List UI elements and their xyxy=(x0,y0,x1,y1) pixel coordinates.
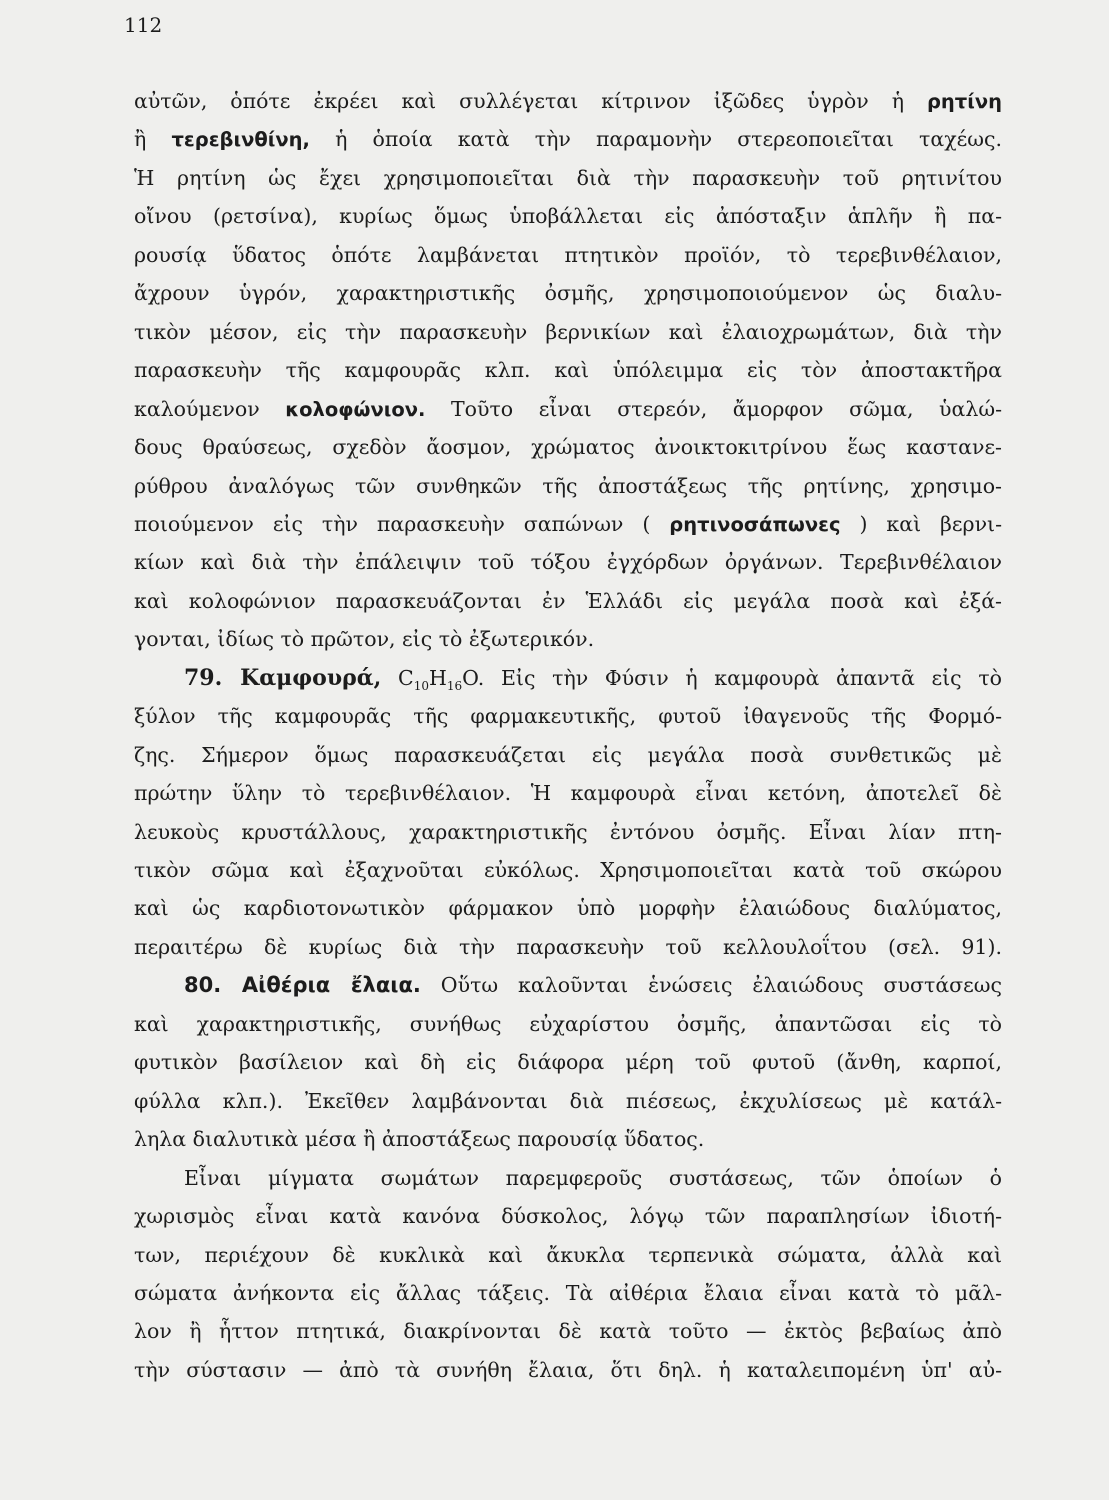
text-line xyxy=(134,1007,1002,1041)
bold-term: κολοφώνιον. xyxy=(285,397,426,421)
text-line xyxy=(134,661,1002,695)
text-line xyxy=(134,1238,1002,1272)
text-line xyxy=(134,815,1002,849)
text-span: τὴν σύστασιν — ἀπὸ τὰ συνήθη ἔλαια, ὅτι δηλ. ἡ καταλειπομένη ὑπ' αὐ- xyxy=(134,1357,1002,1382)
text-line xyxy=(134,1161,1002,1195)
text-line xyxy=(134,161,1002,195)
text-span: H xyxy=(428,665,447,690)
text-line xyxy=(134,891,1002,925)
text-span: ἢ xyxy=(134,127,172,152)
text-line xyxy=(134,699,1002,733)
text-line xyxy=(134,776,1002,810)
text-line xyxy=(134,238,1002,272)
text-line xyxy=(134,392,1002,426)
text-span: ποιούμενον εἰς τὴν παρασκευὴν σαπώνων ( xyxy=(134,511,670,536)
text-span: οἴνου (ρετσίνα), κυρίως ὅμως ὑποβάλλεται εἰς ἀπόσταξιν ἁπλῆν ἢ πα- xyxy=(134,204,1002,229)
text-span: λον ἢ ἧττον πτητικά, διακρίνονται δὲ κατὰ τοῦτο — ἐκτὸς βεβαίως ἀπὸ xyxy=(134,1319,1002,1344)
text-span: περαιτέρω δὲ κυρίως διὰ τὴν παρασκευὴν τοῦ κελλουλοΐτου (σελ. 91). xyxy=(134,934,1002,959)
text-span: λευκοὺς κρυστάλλους, χαρακτηριστικῆς ἐντόνου ὀσμῆς. Εἶναι λίαν πτη- xyxy=(134,819,1002,844)
text-span: δους θραύσεως, σχεδὸν ἄοσμον, χρώματος ἀνοικτοκιτρίνου ἕως καστανε- xyxy=(134,435,1002,460)
text-span: καὶ χαρακτηριστικῆς, συνήθως εὐχαρίστου ὀσμῆς, ἀπαντῶσαι εἰς τὸ xyxy=(134,1011,1002,1036)
text-line xyxy=(134,584,1002,618)
text-span: O. Εἰς τὴν Φύσιν ἡ καμφουρὰ ἀπαντᾶ εἰς τὸ xyxy=(462,665,1002,690)
text-line xyxy=(134,1276,1002,1310)
subscript: 10 xyxy=(413,678,429,693)
text-line xyxy=(134,276,1002,310)
text-line xyxy=(134,930,1002,964)
subscript: 16 xyxy=(446,678,463,693)
text-span: Τοῦτο εἶναι στερεόν, ἄμορφον σῶμα, ὑαλώ- xyxy=(425,396,1002,421)
text-span: φυτικὸν βασίλειον καὶ δὴ εἰς διάφορα μέρη τοῦ φυτοῦ (ἄνθη, καρποί, xyxy=(134,1050,1002,1075)
text-line xyxy=(134,738,1002,772)
text-span: τικὸν μέσον, εἰς τὴν παρασκευὴν βερνικίων καὶ ἐλαιοχρωμάτων, διὰ τὴν xyxy=(134,319,1002,344)
text-span: φύλλα κλπ.). Ἐκεῖθεν λαμβάνονται διὰ πιέσεως, ἐκχυλίσεως μὲ κατάλ- xyxy=(134,1088,1002,1113)
text-line xyxy=(134,507,1002,541)
text-span: σώματα ἀνήκοντα εἰς ἄλλας τάξεις. Τὰ αἰθέρια ἔλαια εἶναι κατὰ τὸ μᾶλ- xyxy=(134,1280,1002,1305)
text-span: Οὕτω καλοῦνται ἑνώσεις ἐλαιώδους συστάσεως xyxy=(420,973,1002,998)
text-span: C xyxy=(381,665,414,690)
text-line xyxy=(134,353,1002,387)
text-span: καὶ ὡς καρδιοτονωτικὸν φάρμακον ὑπὸ μορφὴν ἐλαιώδους διαλύματος, xyxy=(134,896,1002,921)
text-span: αὐτῶν, ὁπότε ἐκρέει καὶ συλλέγεται κίτρινον ἰξῶδες ὑγρὸν ἡ xyxy=(134,89,927,113)
text-span: γονται, ἰδίως τὸ πρῶτον, εἰς τὸ ἐξωτερικόν. xyxy=(134,627,595,652)
bold-term: 79. Καμφουρά, xyxy=(184,664,382,691)
bold-term: ρητίνη xyxy=(926,90,1002,113)
text-span: ) καὶ βερνι- xyxy=(840,511,1002,536)
text-line xyxy=(134,122,1002,156)
text-line xyxy=(134,1353,1002,1387)
text-line xyxy=(134,622,1002,656)
text-line xyxy=(134,1122,1002,1156)
text-span: κίων καὶ διὰ τὴν ἐπάλειψιν τοῦ τόξου ἐγχόρδων ὀργάνων. Τερεβινθέλαιον xyxy=(134,550,1002,575)
bold-term: 80. Αἰθέρια ἔλαια. xyxy=(184,973,421,998)
text-span: ἡ ὁποία κατὰ τὴν παραμονὴν στερεοποιεῖται ταχέως. xyxy=(309,127,1002,152)
text-line xyxy=(134,1084,1002,1118)
text-line xyxy=(134,968,1002,1002)
text-span: πρώτην ὕλην τὸ τερεβινθέλαιον. Ἡ καμφουρὰ εἶναι κετόνη, ἀποτελεῖ δὲ xyxy=(134,781,1002,806)
text-line xyxy=(134,315,1002,349)
text-span: καλούμενον xyxy=(134,396,286,421)
text-span: τικὸν σῶμα καὶ ἐξαχνοῦται εὐκόλως. Χρησιμοποιεῖται κατὰ τοῦ σκώρου xyxy=(134,858,1002,882)
text-line xyxy=(134,199,1002,233)
text-line xyxy=(134,1314,1002,1348)
text-line xyxy=(134,853,1002,887)
text-span: ζης. Σήμερον ὅμως παρασκευάζεται εἰς μεγάλα ποσὰ συνθετικῶς μὲ xyxy=(134,742,1002,767)
text-span: ληλα διαλυτικὰ μέσα ἢ ἀποστάξεως παρουσίᾳ ὕδατος. xyxy=(134,1127,705,1152)
text-line xyxy=(134,1199,1002,1233)
text-span: καὶ κολοφώνιον παρασκευάζονται ἐν Ἑλλάδι εἰς μεγάλα ποσὰ καὶ ἐξά- xyxy=(134,588,1002,613)
text-span: παρασκευὴν τῆς καμφουρᾶς κλπ. καὶ ὑπόλειμμα εἰς τὸν ἀποστακτῆρα xyxy=(134,358,1002,383)
text-span: ρουσίᾳ ὕδατος ὁπότε λαμβάνεται πτητικὸν προϊόν, τὸ τερεβινθέλαιον, xyxy=(134,242,1002,267)
text-line xyxy=(134,84,1002,118)
text-span: χωρισμὸς εἶναι κατὰ κανόνα δύσκολος, λόγῳ τῶν παραπλησίων ἰδιοτή- xyxy=(134,1204,1002,1229)
text-span: ξύλον τῆς καμφουρᾶς τῆς φαρμακευτικῆς, φυτοῦ ἰθαγενοῦς τῆς Φορμό- xyxy=(134,704,1002,729)
text-line xyxy=(134,469,1002,503)
text-line xyxy=(134,545,1002,579)
text-line xyxy=(134,1045,1002,1079)
bold-term: τερεβινθίνη, xyxy=(171,128,310,152)
page-number: 112 xyxy=(124,13,163,37)
text-span: Εἶναι μίγματα σωμάτων παρεμφεροῦς συστάσεως, τῶν ὁποίων ὁ xyxy=(184,1165,1002,1190)
text-span: ρύθρου ἀναλόγως τῶν συνθηκῶν τῆς ἀποστάξεως τῆς ρητίνης, χρησιμο- xyxy=(134,473,1002,498)
text-span: Ἡ ρητίνη ὡς ἔχει χρησιμοποιεῖται διὰ τὴν παρασκευὴν τοῦ ρητινίτου xyxy=(134,165,1002,190)
text-span: ἄχρουν ὑγρόν, χαρακτηριστικῆς ὀσμῆς, χρησιμοποιούμενον ὡς διαλυ- xyxy=(134,281,1002,306)
text-span: των, περιέχουν δὲ κυκλικὰ καὶ ἄκυκλα τερπενικὰ σώματα, ἀλλὰ καὶ xyxy=(134,1242,1002,1267)
text-line xyxy=(134,430,1002,464)
bold-term: ρητινοσάπωνες xyxy=(669,512,841,536)
